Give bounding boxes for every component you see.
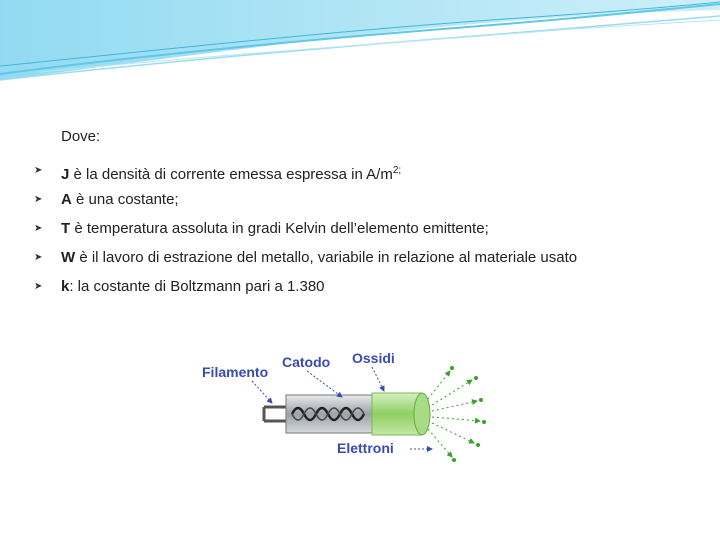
bullet-text: è una costante; xyxy=(71,191,179,208)
bullet-superscript: 2; xyxy=(392,165,402,176)
bullet-term: T xyxy=(61,220,71,237)
bullet-list xyxy=(34,156,577,301)
emitted-electrons xyxy=(428,366,486,462)
header-swoosh-decoration xyxy=(0,0,720,90)
bullet-text: : la costante di Boltzmann pari a 1.380 xyxy=(69,278,325,295)
bullet-term: W xyxy=(61,249,76,266)
intro-text: Dove: xyxy=(61,128,101,145)
cathode-diagram xyxy=(202,325,492,465)
cathode-tube xyxy=(286,395,386,433)
arrowhead-bullet-icon: ➤ xyxy=(34,281,43,292)
label-elettroni: Elettroni xyxy=(337,440,394,456)
bullet-text: è la densità di corrente emessa espressa in A/m xyxy=(69,166,393,183)
bullet-term: J xyxy=(61,166,70,183)
bullet-item-t xyxy=(34,214,577,243)
pointer-arrow xyxy=(372,367,384,391)
pointer-arrow xyxy=(252,381,272,403)
label-ossidi: Ossidi xyxy=(352,350,395,366)
bullet-text: è il lavoro di estrazione del metallo, variabile in relazione al materiale usato xyxy=(75,249,578,266)
label-filamento: Filamento xyxy=(202,364,269,380)
bullet-term: k xyxy=(61,278,70,295)
arrowhead-bullet-icon: ➤ xyxy=(34,165,43,176)
arrowhead-bullet-icon: ➤ xyxy=(34,223,43,234)
pointer-arrow xyxy=(307,371,342,397)
bullet-item-j xyxy=(34,156,577,185)
arrowhead-bullet-icon: ➤ xyxy=(34,252,43,263)
label-catodo: Catodo xyxy=(282,354,331,370)
bullet-item-k xyxy=(34,272,577,301)
bullet-item-a xyxy=(34,185,577,214)
bullet-text: è temperatura assoluta in gradi Kelvin dell’elemento emittente; xyxy=(70,220,489,237)
bullet-item-w xyxy=(34,243,577,272)
arrowhead-bullet-icon: ➤ xyxy=(34,194,43,205)
bullet-term: A xyxy=(61,191,72,208)
